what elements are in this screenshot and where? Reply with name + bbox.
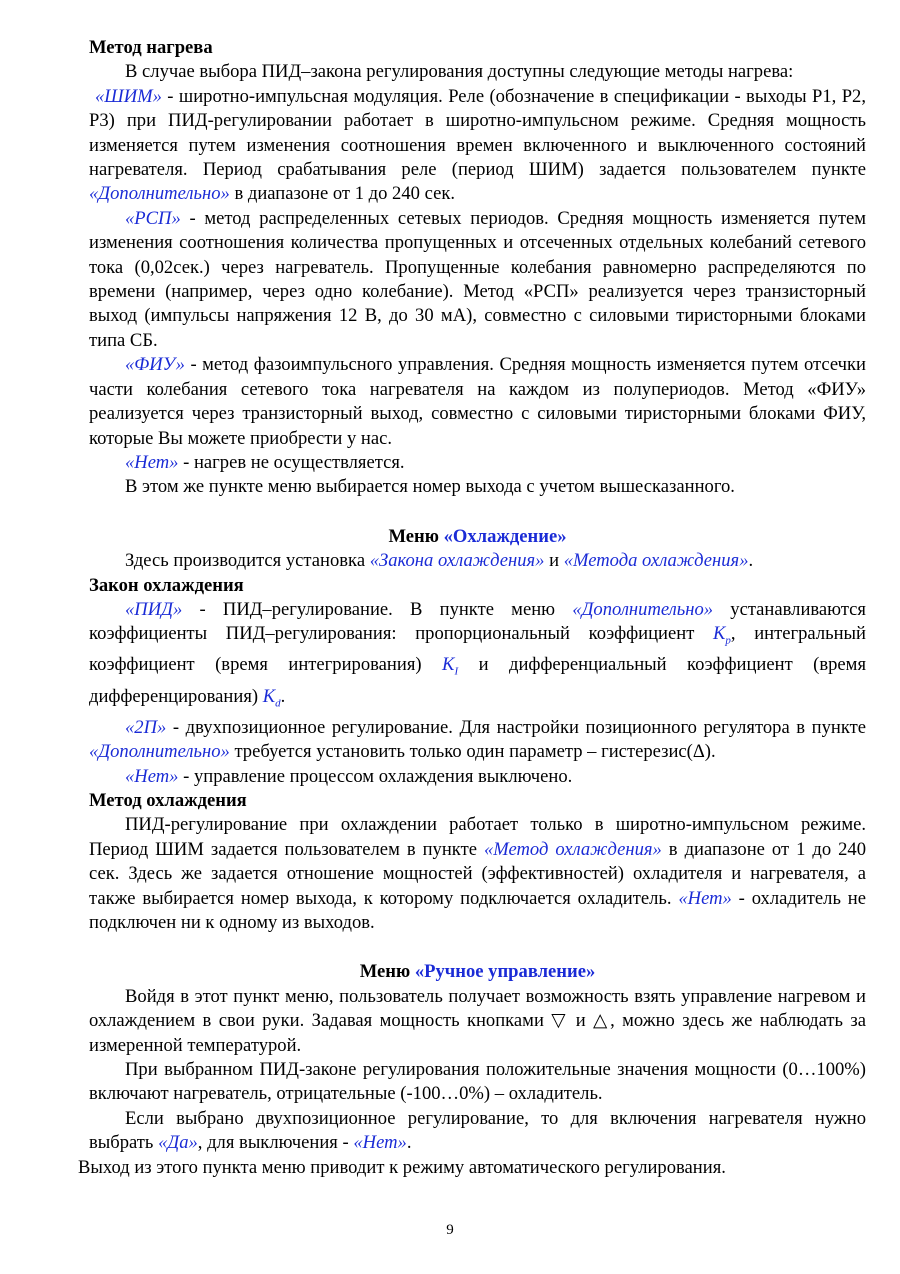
cooling-law-heading: Закон охлаждения xyxy=(89,574,244,596)
shim-text-1: - широтно-импульсная модуляция. Реле (обозначение в спецификации - выходы Р1, Р2, Р3) при ПИД-регулировании работает в широтно-импульсном режиме. Средняя мощность изменяется путем изменения соотношения времен включенного и выключенного состояний нагревателя. Период срабатывания реле (период ШИМ) задается пользователем пункте xyxy=(89,85,866,181)
fiu-paragraph xyxy=(89,353,866,451)
cool-none-text: - управление процессом охлаждения выключено. xyxy=(178,765,573,787)
cooling-intro-keyword-method: «Метода охлаждения» xyxy=(563,550,749,572)
manual-p3-text-3: . xyxy=(406,1132,412,1154)
heat-method-outro: В этом же пункте меню выбирается номер выхода с учетом вышесказанного. xyxy=(125,476,735,498)
section-gap xyxy=(89,935,866,960)
document-page xyxy=(78,36,867,1180)
pid-text-1: - ПИД–регулирование. В пункте меню xyxy=(182,598,573,620)
ki-symbol xyxy=(442,654,459,679)
cooling-method-text-1: ПИД-регулирование при охлаждении работает только в широтно-импульсном режиме. Период ШИМ задается пользователем в пункте xyxy=(89,814,866,860)
manual-menu-title-prefix: Меню xyxy=(359,961,415,983)
cooling-intro xyxy=(89,549,866,573)
cooling-intro-keyword-law: «Закона охлаждения» xyxy=(369,550,545,572)
cooling-menu-title-keyword: «Охлаждение» xyxy=(443,525,567,547)
heat-none-paragraph xyxy=(89,451,866,475)
kp-letter: K xyxy=(713,623,726,645)
manual-p3-text-2: , для выключения - xyxy=(197,1132,354,1154)
shim-paragraph xyxy=(89,85,866,207)
two-p-text-1: - двухпозиционное регулирование. Для настройки позиционного регулятора в пункте xyxy=(166,716,866,738)
shim-text-2: в диапазоне от 1 до 240 сек. xyxy=(229,183,456,205)
cooling-method-text-2: в диапазоне от 1 до 240 сек. Здесь же задается отношение мощностей (эффективностей) охладителя и нагревателя, а также выбирается номер выхода, к которому подключается охладитель. xyxy=(89,838,867,909)
manual-p3-text-1: Если выбрано двухпозиционное регулирование, то для включения нагревателя нужно выбрать xyxy=(89,1107,866,1154)
kp-symbol xyxy=(713,623,731,648)
cooling-method-keyword-none: «Нет» xyxy=(678,887,732,909)
manual-p3-keyword-no: «Нет» xyxy=(353,1132,407,1154)
cooling-method-heading: Метод охлаждения xyxy=(89,789,247,811)
cool-none-paragraph xyxy=(89,765,866,789)
kd-letter: K xyxy=(262,685,276,707)
manual-menu-title-keyword: «Ручное управление» xyxy=(414,961,596,983)
pid-paragraph xyxy=(89,598,866,716)
pid-keyword: «ПИД» xyxy=(125,598,183,620)
cooling-intro-text-2: и xyxy=(544,550,564,572)
cooling-method-paragraph xyxy=(89,813,866,935)
cooling-method-keyword: «Метод охлаждения» xyxy=(483,838,662,860)
ki-subscript: I xyxy=(454,666,459,679)
kd-subscript: d xyxy=(275,697,281,710)
two-p-keyword-additional: «Дополнительно» xyxy=(89,741,230,763)
manual-p3-keyword-yes: «Да» xyxy=(158,1132,198,1154)
heat-method-heading: Метод нагрева xyxy=(89,37,213,58)
page-number: 9 xyxy=(446,1222,454,1238)
manual-menu-title xyxy=(89,960,866,984)
two-p-paragraph xyxy=(89,716,866,765)
two-p-keyword: «2П» xyxy=(125,716,167,738)
two-p-text-2: требуется установить только один параметр – гистерезис(Δ). xyxy=(229,741,716,763)
pid-text-2: устанавливаются коэффициенты ПИД–регулирования: пропорциональный коэффициент xyxy=(89,598,866,645)
cooling-menu-title-prefix: Меню xyxy=(388,525,444,547)
pid-text-3: , интегральный коэффициент (время интегрирования) xyxy=(89,623,866,676)
manual-paragraph-2: При выбранном ПИД-законе регулирования положительные значения мощности (0…100%) включают нагреватель, отрицательные (-100…0%) – охладитель. xyxy=(89,1059,866,1105)
rsp-paragraph xyxy=(89,207,866,353)
heat-none-text: - нагрев не осуществляется. xyxy=(178,451,405,473)
manual-paragraph-1: Войдя в этот пункт меню, пользователь получает возможность взять управление нагревом и охлаждением в свои руки. Задавая мощность кнопками ▽ и △, можно здесь же наблюдать за измеренной температурой. xyxy=(89,985,866,1056)
kp-subscript: p xyxy=(725,635,731,648)
shim-keyword: «ШИМ» xyxy=(95,85,162,107)
shim-keyword-additional: «Дополнительно» xyxy=(89,183,230,205)
cooling-intro-text-1: Здесь производится установка xyxy=(125,550,370,572)
pid-text-4: и дифференциальный коэффициент (время дифференцирования) xyxy=(89,654,867,707)
manual-paragraph-3 xyxy=(89,1107,866,1156)
kd-symbol xyxy=(262,685,281,710)
cooling-method-text-3: - охладитель не подключен ни к одному из выходов. xyxy=(89,887,866,933)
cool-none-keyword: «Нет» xyxy=(125,765,179,787)
cooling-menu-title xyxy=(89,525,866,549)
heat-none-keyword: «Нет» xyxy=(125,451,179,473)
heat-method-intro: В случае выбора ПИД–закона регулирования доступны следующие методы нагрева: xyxy=(125,61,794,83)
cooling-intro-text-3: . xyxy=(748,550,754,572)
rsp-keyword: «РСП» xyxy=(125,207,181,229)
ki-letter: K xyxy=(442,654,455,676)
manual-paragraph-4: Выход из этого пункта меню приводит к режиму автоматического регулирования. xyxy=(78,1156,726,1178)
rsp-text: - метод распределенных сетевых периодов. Средняя мощность изменяется путем изменения соотношения количества пропущенных и отсеченных отдельных колебаний сетевого тока (0,02сек.) через нагреватель. Пропущенные колебания равномерно распределяются по времени (например, через одно колебание). Метод «РСП» реализуется через транзисторный выход (импульсы напряжения 12 В, до 30 мА), совместно с силовыми тиристорными блоками типа СБ. xyxy=(89,207,866,351)
section-gap xyxy=(89,500,866,525)
pid-keyword-additional: «Дополнительно» xyxy=(572,598,714,620)
fiu-keyword: «ФИУ» xyxy=(125,354,185,376)
fiu-text: - метод фазоимпульсного управления. Средняя мощность изменяется путем отсечки части колебания сетевого тока нагревателя на каждом из полупериодов. Метод «ФИУ» реализуется через транзисторный выход, совместно с силовыми тиристорными блоками ФИУ, которые Вы можете приобрести у нас. xyxy=(89,354,866,449)
pid-text-5: . xyxy=(280,685,286,707)
